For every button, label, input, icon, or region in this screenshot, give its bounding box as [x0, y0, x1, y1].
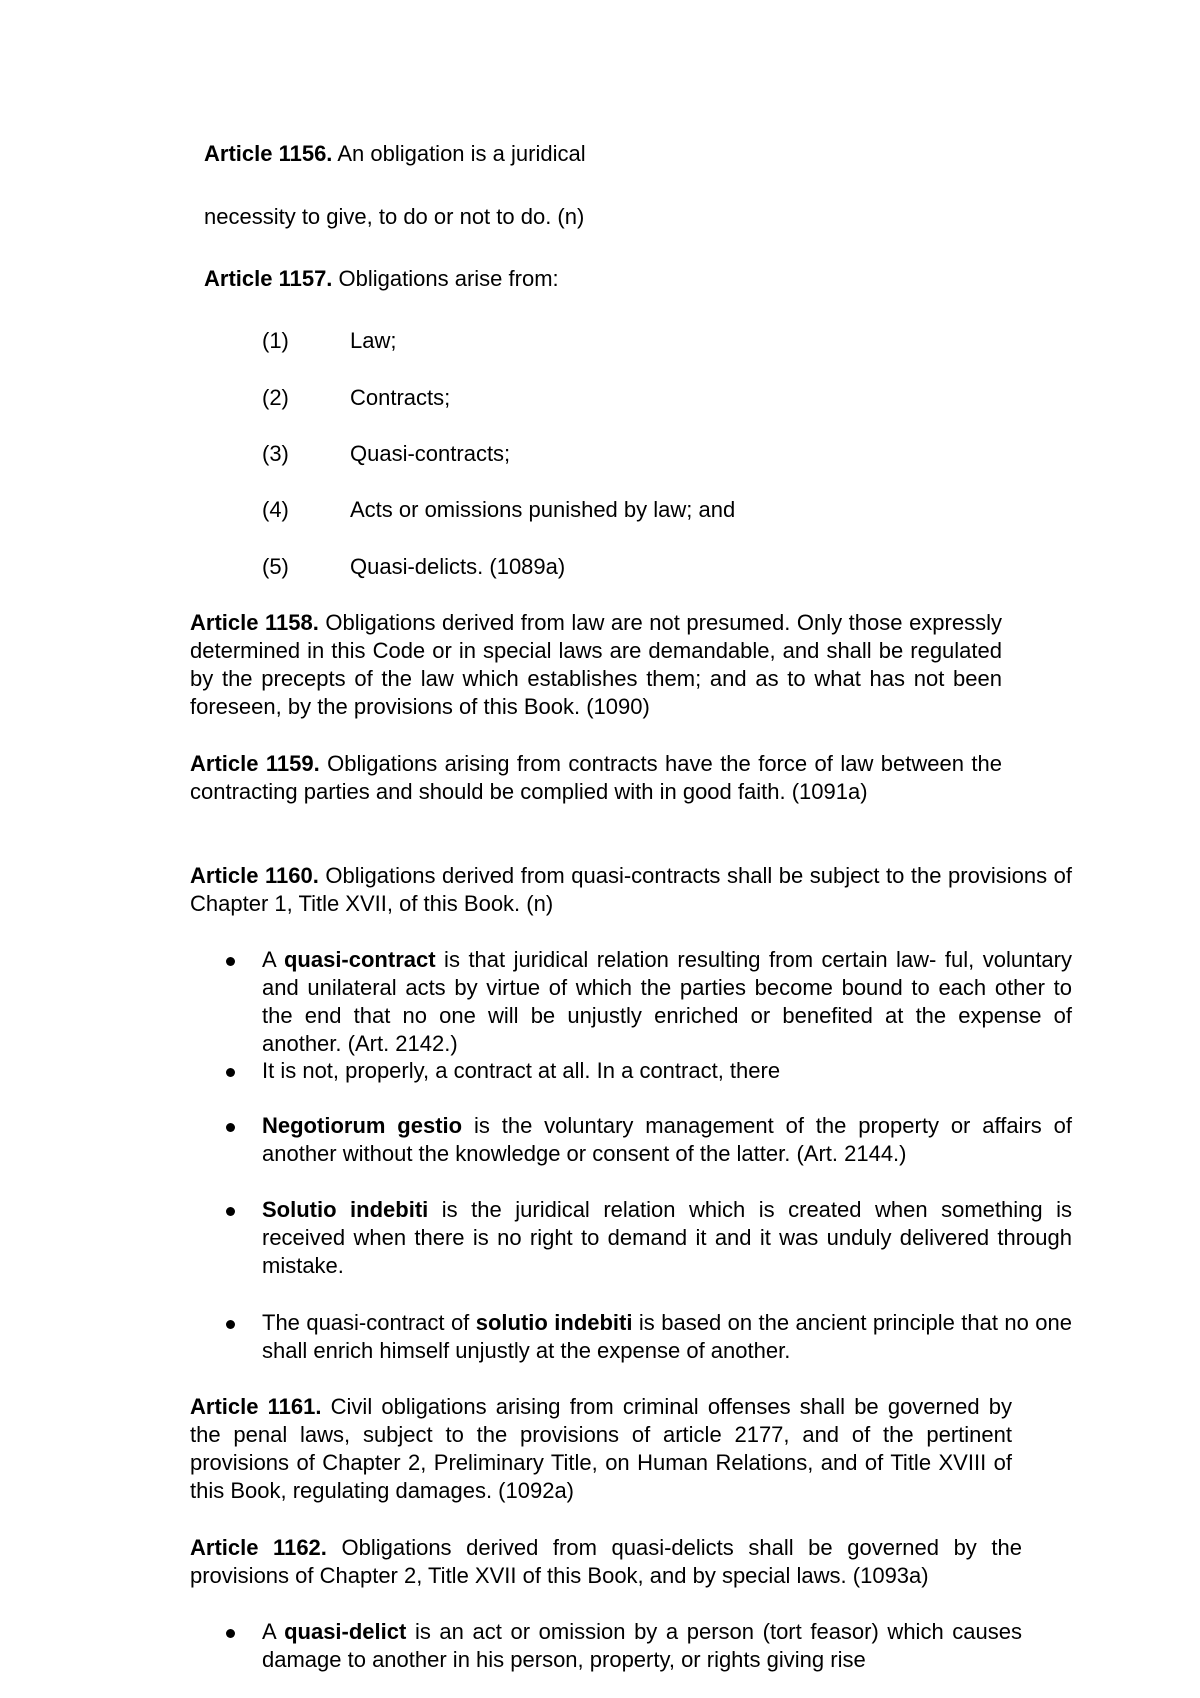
bullet-text: A — [262, 1619, 285, 1644]
bullet-quasi-contract — [262, 946, 1072, 1058]
list-number-3: (3) — [262, 441, 289, 466]
list-item-4: Acts or omissions punished by law; and — [350, 497, 736, 522]
bullet-solutio-indebiti — [262, 1196, 1072, 1280]
article-1160-heading: Article 1160. — [190, 863, 319, 888]
article-1160 — [190, 862, 1072, 918]
list-item-5: Quasi-delicts. (1089a) — [350, 554, 566, 579]
article-1159-heading: Article 1159. — [190, 751, 320, 776]
bullet-text: is an act or omission by a person (tort feasor) which causes damage to another in his person, property, or rights giving rise — [262, 1619, 1022, 1672]
bullet-not-a-contract: It is not, properly, a contract at all. In a contract, there — [262, 1058, 781, 1083]
bullet-text: The quasi-contract of — [262, 1310, 476, 1335]
article-1156-text-1: An obligation is a juridical — [332, 141, 586, 166]
bullet-dot — [226, 957, 235, 966]
article-1161-heading: Article 1161. — [190, 1394, 322, 1419]
bullet-dot — [226, 1068, 235, 1077]
article-1161 — [190, 1393, 1012, 1505]
list-item-1: Law; — [350, 328, 397, 353]
bullet-text: is that juridical relation resulting from certain law- ful, voluntary and unilateral acts by virtue of which the parties become bound to each other to the end that no one will be unjustly enriched or benefited at the expense of another. (Art. 2142.) — [262, 947, 1072, 1056]
list-number-2: (2) — [262, 385, 289, 410]
bullet-quasi-delict — [262, 1618, 1022, 1674]
article-1159-text: Obligations arising from contracts have the force of law between the contracting parties and should be complied with in good faith. (1091a) — [190, 751, 1002, 804]
article-1156-line-1 — [204, 140, 586, 168]
bullet-negotiorum-gestio — [262, 1112, 1072, 1168]
bullet-dot — [226, 1207, 235, 1216]
bullet-dot — [226, 1123, 235, 1132]
article-1160-text: Obligations derived from quasi-contracts shall be subject to the provisions of Chapter 1, Title XVII, of this Book. (n) — [190, 863, 1072, 916]
bullet-text: A — [262, 947, 284, 972]
list-item-3: Quasi-contracts; — [350, 441, 511, 466]
article-1158-text: Obligations derived from law are not presumed. Only those expressly determined in this Code or in special laws are demandable, and shall be regulated by the precepts of the law which establishes them; and as to what has not been foreseen, by the provisions of this Book. (1090) — [190, 610, 1002, 719]
bullet-dot — [226, 1629, 235, 1638]
article-1157-text: Obligations arise from: — [332, 266, 559, 291]
list-number-4: (4) — [262, 497, 289, 522]
term-solutio-indebiti: Solutio indebiti — [262, 1197, 429, 1222]
bullet-text: is based on the ancient principle that no one shall enrich himself unjustly at the expense of another. — [262, 1310, 1072, 1363]
article-1156-line-2: necessity to give, to do or not to do. (n) — [204, 204, 585, 229]
article-1162-text: Obligations derived from quasi-delicts shall be governed by the provisions of Chapter 2, Title XVII of this Book, and by special laws. (1093a) — [190, 1535, 1022, 1588]
article-1156-heading: Article 1156. — [204, 141, 333, 166]
article-1159 — [190, 750, 1002, 806]
list-number-5: (5) — [262, 554, 289, 579]
bullet-solutio-principle — [262, 1309, 1072, 1365]
article-1162 — [190, 1534, 1022, 1590]
list-number-1: (1) — [262, 328, 289, 353]
bullet-text: is the juridical relation which is created when something is received when there is no right to demand it and it was unduly delivered through mistake. — [262, 1197, 1072, 1278]
term-quasi-contract: quasi-contract — [283, 947, 436, 972]
article-1161-text: Civil obligations arising from criminal offenses shall be governed by the penal laws, subject to the provisions of article 2177, and of the pertinent provisions of Chapter 2, Preliminary Title, on Human Relations, and of Title XVIII of this Book, regulating damages. (1092a) — [190, 1394, 1012, 1503]
article-1158-heading: Article 1158. — [190, 610, 319, 635]
bullet-text: is the voluntary management of the property or affairs of another without the knowledge or consent of the latter. (Art. 2144.) — [262, 1113, 1072, 1166]
term-solutio-indebiti: solutio indebiti — [475, 1310, 633, 1335]
term-negotiorum-gestio: Negotiorum gestio — [262, 1113, 463, 1138]
list-item-2: Contracts; — [350, 385, 451, 410]
term-quasi-delict: quasi-delict — [284, 1619, 407, 1644]
bullet-dot — [226, 1320, 235, 1329]
article-1158 — [190, 609, 1002, 721]
article-1162-heading: Article 1162. — [190, 1535, 327, 1560]
article-1157-line — [204, 265, 559, 293]
article-1157-heading: Article 1157. — [204, 266, 333, 291]
